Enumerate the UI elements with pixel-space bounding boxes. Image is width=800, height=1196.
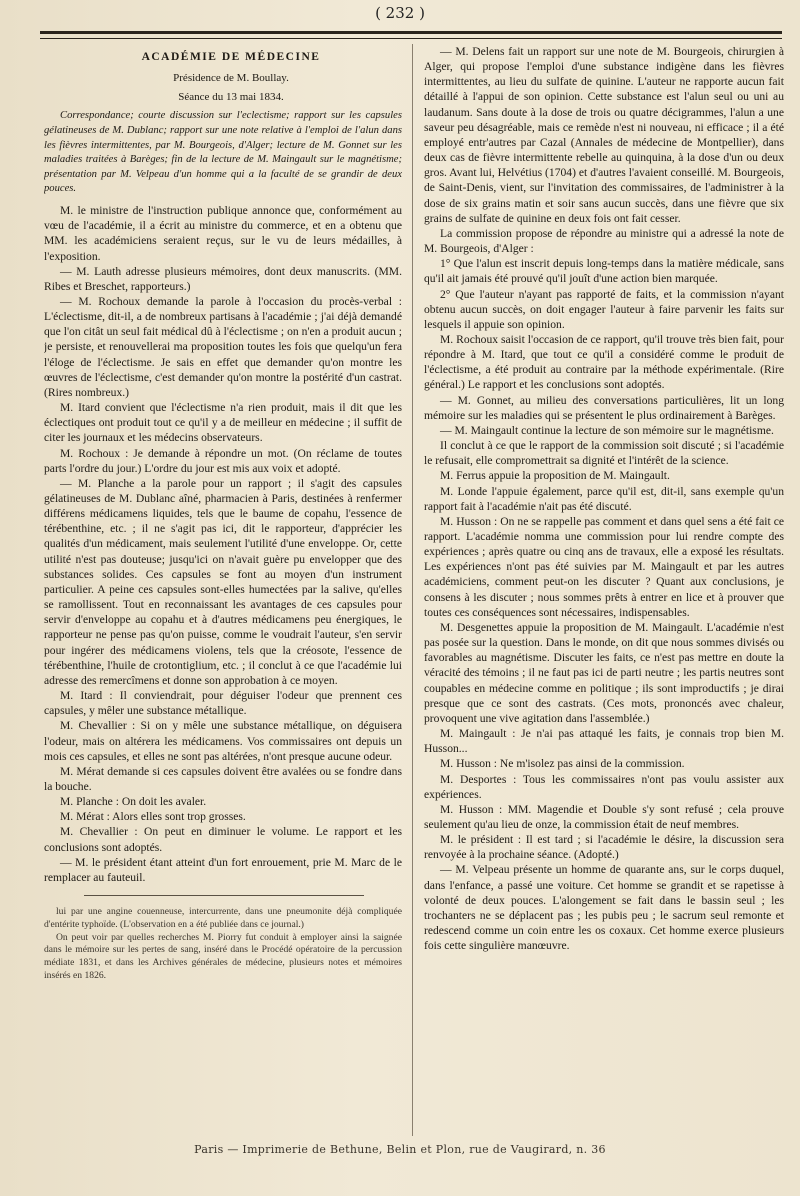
left-body (44, 203, 402, 885)
paragraph: La commission propose de répondre au ministre qui a adressé la note de M. Bourgeois, d'Alger : (424, 226, 784, 256)
paragraph: M. Planche : On doit les avaler. (60, 795, 207, 809)
printer-imprint: Paris — Imprimerie de Bethune, Belin et Plon, rue de Vaugirard, n. 36 (194, 1143, 606, 1156)
section-title: ACADÉMIE DE MÉDECINE (141, 51, 321, 63)
page-number: ( 232 ) (375, 4, 425, 22)
presidency-line: Présidence de M. Boullay. (173, 72, 289, 85)
paragraph: M. Maingault : Je n'ai pas attaqué les faits, je connais trop bien M. Husson... (424, 727, 784, 756)
paragraph: — M. Delens fait un rapport sur une note de M. Bourgeois, chirurgien à Alger, qui propose l'emploi d'une substance indigène dans les fièvres intermittentes, au lieu du sulfate de quinine. L'auteur ne rapporte aucun fait détaillé à l'appui de son opinion. Cette substance est l'alun seul ou uni au laudanum. Sans doute à la dose de trois ou quatre décigrammes, l'alun a une saveur peu désagréable, mais ce remède n'est ni nouveau, ni efficace ; il a été employé entr'autres par Cazal (Annales de médecine de Montpellier), dans deux cas de fièvre intermittente rebelle au quinquina, à la dose d'un ou deux gros. Avant lui, Helvétius (1704) et d'autres l'avaient conseillé. M. Bourgeois, de Saint-Denis, vient, sur l'invitation des commissaires, de l'administrer à la dose de six grains matin et soir sans aucun succès, dans une fièvre que six grains de sulfate de quinine en deux fois ont fait cesser. (424, 45, 784, 225)
paragraph: M. Husson : On ne se rappelle pas comment et dans quel sens a été fait ce rapport. L'académie nomma une commission pour lui rendre compte des expériences ; après quatre ou cinq ans de travaux, elle a exposé les résultats. Les expériences n'ont pas été suivies par M. Maingault et par les autres académiciens, comment peut-on les discuter ? Quant aux conclusions, je consens à les discuter ; nous sommes prêts à entrer en lice et à prouver que toutes ces conséquences sont nécessaires, indispensables. (424, 514, 784, 619)
paragraph: — M. le président étant atteint d'un fort enrouement, prie M. Marc de le remplacer au fauteuil. (44, 855, 402, 884)
top-rule (40, 31, 782, 39)
paragraph: M. Londe l'appuie également, parce qu'il est, dit-il, sans exemple qu'un rapport fait à l'académie n'ait pas été discuté. (424, 484, 784, 513)
paragraph: M. Rochoux saisit l'occasion de ce rapport, qu'il trouve très bien fait, pour répondre à M. Itard, que tout ce qu'il a considéré comme le produit de l'éclectisme, a été produit au contraire par la méthode expérimentale. (Rire général.) Le rapport et les conclusions sont adoptés. (424, 332, 784, 392)
paragraph: M. Itard convient que l'éclectisme n'a rien produit, mais il dit que les éclectiques ont produit tout ce qu'il y a de meilleur en médecine ; il suffit de citer les journaux et les médecins observateurs. (44, 401, 402, 445)
paragraph: Il conclut à ce que le rapport de la commission soit discuté ; si l'académie le refusait, elle compromettrait sa dignité et l'intérêt de la science. (424, 439, 784, 468)
paragraph: M. Mérat demande si ces capsules doivent être avalées ou se fondre dans la bouche. (44, 764, 402, 793)
paragraph: — M. Maingault continue la lecture de son mémoire sur le magnétisme. (440, 423, 774, 437)
footnote-rule (84, 895, 364, 896)
paragraph: — M. Planche a la parole pour un rapport ; il s'agit des capsules gélatineuses de M. Dublanc aîné, pharmacien à Paris, destinées à renfermer différens médicamens liquides, tels que le baume de copahu, l'essence de térébenthine, etc. ; il ne s'agit pas ici, dit le rapporteur, d'apprécier les qualités d'un médicament, mais seulement l'utilité d'une enveloppe. Or, cette utilité n'est pas douteuse; jusqu'ici on n'avait guère pu envelopper que des substances solides. Ces capsules se font au moyen d'un instrument particulier. A peine ces capsules sont-elles humectées par la salive, qu'elles se ramollissent. Tout en reconnaissant les avantages de ces capsules pour servir d'enveloppe au copahu et à d'autres médicamens peu énergiques, le rapporteur ne pense pas qu'on puisse, comme le voudrait l'auteur, s'en servir pour ingérer des médicamens violens, tels que la créosote, l'essence de térébenthine, l'huile de crotontiglium, etc. ; il conclut à ce que l'académie lui adresse des remercîmens et donne son approbation à ce moyen. (44, 476, 402, 687)
right-body (424, 44, 784, 953)
paragraph: — M. Rochoux demande la parole à l'occasion du procès-verbal : L'éclectisme, dit-il, a de nombreux partisans à l'académie ; j'ai déjà demandé que l'on citât un seul fait médical dû à l'éclectisme ; on n'en a produit aucun ; je persiste, et renouvellerai ma proposition toutes les fois que quelqu'un fera l'éloge de l'éclectisme. Je sais en effet que demander qu'on montre les œuvres de l'éclectisme, c'est demander qu'on montre la postérité d'un castrat. (Rires nombreux.) (44, 294, 402, 399)
paragraph: M. Desportes : Tous les commissaires n'ont pas voulu assister aux expériences. (424, 772, 784, 801)
paragraph: 1° Que l'alun est inscrit depuis long-temps dans la matière médicale, sans qu'il ait jamais été prouvé qu'il jouît d'une action bien marquée. (424, 257, 784, 286)
paragraph: M. Chevallier : On peut en diminuer le volume. Le rapport et les conclusions sont adoptés. (44, 825, 402, 854)
paragraph: 2° Que l'auteur n'ayant pas rapporté de faits, et la commission n'ayant obtenu aucun succès, on doit engager l'auteur à faire parvenir les faits sur lesquels il appuie son opinion. (424, 287, 784, 331)
column-divider (412, 44, 413, 1136)
paragraph: M. Mérat : Alors elles sont trop grosses. (60, 810, 246, 824)
footnotes (44, 906, 402, 983)
paragraph: — M. Lauth adresse plusieurs mémoires, dont deux manuscrits. (MM. Ribes et Breschet, rapporteurs.) (44, 264, 402, 293)
footnote-paragraph: lui par une angine couenneuse, intercurrente, dans une pneumonite déjà compliquée d'entérite typhoïde. (L'observation en a été publiée dans ce journal.) (44, 906, 402, 930)
paragraph: M. Rochoux : Je demande à répondre un mot. (On réclame de toutes parts l'ordre du jour.) L'ordre du jour est mis aux voix et adopté. (44, 446, 402, 475)
paragraph: M. Ferrus appuie la proposition de M. Maingault. (440, 469, 670, 483)
footnote-paragraph: On peut voir par quelles recherches M. Piorry fut conduit à employer ainsi la saignée dans le mémoire sur les pertes de sang, inséré dans le Procédé opératoire de la percussion médiate 1831, et dans les Archives générales de médecine, plusieurs notes et mémoires insérés en 1826. (44, 931, 402, 982)
paragraph: M. le ministre de l'instruction publique annonce que, conformément au vœu de l'académie, il a écrit au ministre du commerce, et en a obtenu que MM. les académiciens seraient reçus, sur le vu de leurs médailles, à l'exposition. (44, 204, 402, 263)
right-column (424, 44, 784, 1144)
session-summary: Correspondance; courte discussion sur l'eclectisme; rapport sur les capsules gélatineuses de M. Dublanc; rapport sur une note relative à l'emploi de l'alun dans les fièvres intermittentes, par M. Bourgeois, d'Alger; lecture de M. Gonnet sur les maladies traitées à Barèges; fin de la lecture de M. Maingault sur le magnétisme; présentation par M. Velpeau d'un homme qui a la faculté de se grandir de deux pouces. (44, 110, 402, 195)
paragraph: — M. Velpeau présente un homme de quarante ans, sur le corps duquel, dans l'enfance, a passé une voiture. Cet homme se grandit et se rapetisse à volonté de deux pouces. L'alongement se fait dans le bassin seul ; les trochanters ne se déplacent pas ; les pubis peu ; le sacrum seul remonte et redescend comme un coin entre les os coxaux. Cet homme exerce plusieurs fois cette singulière manœuvre. (424, 863, 784, 953)
left-column (44, 44, 402, 1139)
paragraph: M. Itard : Il conviendrait, pour déguiser l'odeur que prennent ces capsules, y mêler une substance métallique. (44, 689, 402, 718)
paragraph: — M. Gonnet, au milieu des conversations particulières, lit un long mémoire sur les maladies qui se présentent le plus ordinairement à Barèges. (424, 393, 784, 422)
paragraph: M. le président : Il est tard ; si l'académie le désire, la discussion sera renvoyée à la prochaine séance. (Adopté.) (424, 833, 784, 862)
session-date: Séance du 13 mai 1834. (178, 91, 284, 104)
paragraph: M. Chevallier : Si on y mêle une substance métallique, on déguisera l'odeur, mais on altérera les médicamens. Vos commissaires ont depuis un mois ces capsules, et elles ne sont pas altérées, n'ont presque aucune odeur. (44, 719, 402, 763)
paragraph: M. Husson : Ne m'isolez pas ainsi de la commission. (440, 757, 685, 771)
paragraph: M. Husson : MM. Magendie et Double s'y sont refusé ; cela prouve seulement qu'au lieu de onze, la commission était de neuf membres. (424, 802, 784, 831)
paragraph: M. Desgenettes appuie la proposition de M. Maingault. L'académie n'est pas posée sur la question. Dans le monde, on dit que nous sommes divisés ou favorables au magnétisme. Discuter les faits, ce n'est pas mettre en doute la véracité des témoins ; il ne faut pas ici de parti neutre ; les partis neutres sont coupables en médecine comme en politique ; ils sont improductifs ; je dirai presque que ce sont des castrats. (Ces mots, prononcés avec chaleur, provoquent une vive agitation dans l'assemblée.) (424, 620, 784, 725)
